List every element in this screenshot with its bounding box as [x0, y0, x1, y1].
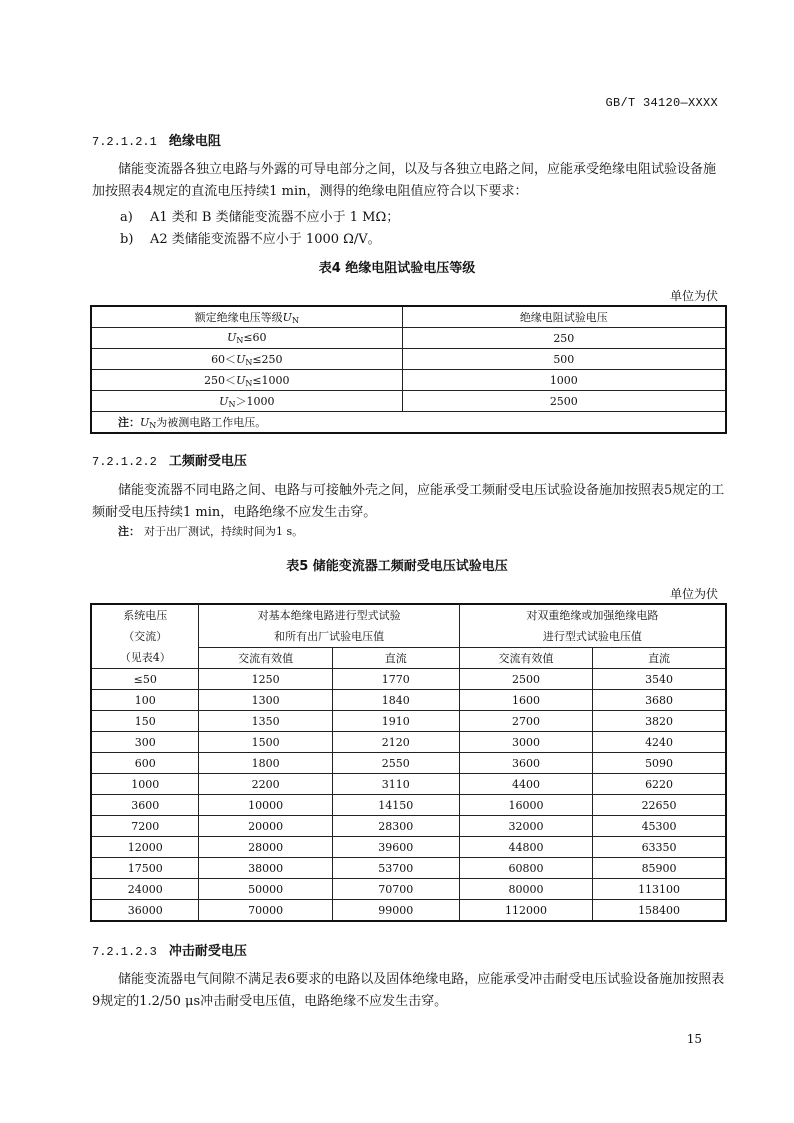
system-voltage-cell: 600	[91, 753, 199, 774]
section-heading-power-frequency-withstand	[92, 450, 247, 469]
header-cell-dc: 直流	[593, 648, 726, 669]
table5-body	[91, 669, 726, 922]
double-ac-cell: 44800	[459, 837, 592, 858]
double-dc-cell: 22650	[593, 795, 726, 816]
header-cell-ac-rms: 交流有效值	[199, 648, 332, 669]
basic-ac-cell: 50000	[199, 879, 332, 900]
table-row	[91, 391, 726, 412]
table-row	[91, 879, 726, 900]
table-row	[91, 858, 726, 879]
basic-ac-cell: 38000	[199, 858, 332, 879]
table-row	[91, 328, 726, 349]
basic-dc-cell: 1910	[332, 711, 459, 732]
double-dc-cell: 3540	[593, 669, 726, 690]
basic-ac-cell: 1250	[199, 669, 332, 690]
table4-title: 表4 绝缘电阻试验电压等级	[318, 261, 476, 276]
double-ac-cell: 16000	[459, 795, 592, 816]
table5-unit: 单位为伏	[669, 587, 718, 601]
double-ac-cell: 3600	[459, 753, 592, 774]
document-code: GB/T 34120—XXXX	[605, 96, 718, 110]
header-cell-dc: 直流	[332, 648, 459, 669]
table4-note: 注：$U_N$为被测电路工作电压。	[91, 412, 726, 434]
basic-ac-cell: 1500	[199, 732, 332, 753]
table4-insulation-test-voltage	[90, 305, 727, 434]
list-item-label: b)	[120, 232, 134, 247]
table4-unit: 单位为伏	[669, 289, 718, 303]
double-ac-cell: 2500	[459, 669, 592, 690]
basic-dc-cell: 99000	[332, 900, 459, 922]
test-voltage-cell: 250	[402, 328, 726, 349]
basic-dc-cell: 70700	[332, 879, 459, 900]
system-voltage-cell: 7200	[91, 816, 199, 837]
rated-voltage-cell: $U_N>1000$	[91, 391, 402, 412]
test-voltage-cell: 2500	[402, 391, 726, 412]
system-voltage-cell: 300	[91, 732, 199, 753]
table-row	[91, 837, 726, 858]
rated-voltage-cell: $U_N\le 60$	[91, 328, 402, 349]
double-dc-cell: 4240	[593, 732, 726, 753]
table-row	[91, 774, 726, 795]
double-ac-cell: 60800	[459, 858, 592, 879]
double-dc-cell: 6220	[593, 774, 726, 795]
double-ac-cell: 2700	[459, 711, 592, 732]
system-voltage-cell: 12000	[91, 837, 199, 858]
table-row	[91, 816, 726, 837]
double-ac-cell: 4400	[459, 774, 592, 795]
section-number: 7.2.1.2.3	[92, 945, 157, 959]
note-text: 对于出厂测试，持续时间为1 s。	[144, 525, 304, 538]
double-dc-cell: 5090	[593, 753, 726, 774]
basic-ac-cell: 28000	[199, 837, 332, 858]
section-number: 7.2.1.2.2	[92, 455, 157, 469]
system-voltage-cell: 24000	[91, 879, 199, 900]
double-dc-cell: 45300	[593, 816, 726, 837]
header-cell-double-insulation-group: 对双重绝缘或加强绝缘电路 进行型式试验电压值	[459, 604, 726, 648]
basic-ac-cell: 1350	[199, 711, 332, 732]
header-cell-basic-insulation-group: 对基本绝缘电路进行型式试验 和所有出厂试验电压值	[199, 604, 459, 648]
table5-title: 表5 储能变流器工频耐受电压试验电压	[286, 559, 508, 574]
basic-dc-cell: 3110	[332, 774, 459, 795]
section-title: 工频耐受电压	[168, 454, 247, 469]
double-ac-cell: 32000	[459, 816, 592, 837]
list-item-a	[120, 206, 399, 225]
section-title: 绝缘电阻	[168, 134, 221, 149]
header-cell-system-voltage: 系统电压 （交流） （见表4）	[91, 604, 199, 669]
table-row	[91, 690, 726, 711]
double-ac-cell: 80000	[459, 879, 592, 900]
section-number: 7.2.1.2.1	[92, 135, 157, 149]
table-row	[91, 753, 726, 774]
basic-dc-cell: 14150	[332, 795, 459, 816]
basic-ac-cell: 2200	[199, 774, 332, 795]
system-voltage-cell: 1000	[91, 774, 199, 795]
test-voltage-cell: 1000	[402, 370, 726, 391]
system-voltage-cell: 3600	[91, 795, 199, 816]
rated-voltage-cell: $250<U_N\le 1000$	[91, 370, 402, 391]
table-row	[91, 711, 726, 732]
basic-dc-cell: 2120	[332, 732, 459, 753]
power-frequency-paragraph: 储能变流器不同电路之间、电路与可接触外壳之间，应能承受工频耐受电压试验设备施加按照表5规定的工频耐受电压持续1 min，电路绝缘不应发生击穿。	[92, 483, 725, 520]
header-cell-ac-rms: 交流有效值	[459, 648, 592, 669]
double-dc-cell: 158400	[593, 900, 726, 922]
table-row	[91, 900, 726, 922]
system-voltage-cell: 150	[91, 711, 199, 732]
section-heading-impulse-withstand	[92, 940, 247, 959]
basic-dc-cell: 1770	[332, 669, 459, 690]
note-label: 注：	[118, 525, 140, 538]
system-voltage-cell: 100	[91, 690, 199, 711]
table-row	[91, 669, 726, 690]
double-dc-cell: 3820	[593, 711, 726, 732]
table-row	[91, 732, 726, 753]
header-cell-test-voltage: 绝缘电阻试验电压	[402, 306, 726, 328]
basic-ac-cell: 20000	[199, 816, 332, 837]
basic-dc-cell: 39600	[332, 837, 459, 858]
double-ac-cell: 3000	[459, 732, 592, 753]
double-dc-cell: 3680	[593, 690, 726, 711]
section-title: 冲击耐受电压	[168, 944, 247, 959]
insulation-resistance-paragraph: 储能变流器各独立电路与外露的可导电部分之间，以及与各独立电路之间，应能承受绝缘电阻试验设备施加按照表4规定的直流电压持续1 min，测得的绝缘电阻值应符合以下要求：	[92, 162, 717, 199]
section-heading-insulation-resistance	[92, 130, 221, 149]
double-ac-cell: 1600	[459, 690, 592, 711]
table-row	[91, 349, 726, 370]
section-note	[118, 523, 303, 539]
system-voltage-cell: 36000	[91, 900, 199, 922]
page-number: 15	[686, 1032, 702, 1046]
basic-dc-cell: 2550	[332, 753, 459, 774]
list-item-text: A1 类和 B 类储能变流器不应小于 1 MΩ；	[150, 210, 400, 225]
double-dc-cell: 85900	[593, 858, 726, 879]
header-cell-rated-voltage: 额定绝缘电压等级$U_N$	[91, 306, 402, 328]
test-voltage-cell: 500	[402, 349, 726, 370]
basic-ac-cell: 1800	[199, 753, 332, 774]
basic-dc-cell: 1840	[332, 690, 459, 711]
impulse-withstand-paragraph: 储能变流器电气间隙不满足表6要求的电路以及固体绝缘电路，应能承受冲击耐受电压试验设备施加按照表9规定的1.2/50 μs冲击耐受电压值，电路绝缘不应发生击穿。	[92, 972, 725, 1009]
list-item-label: a)	[120, 210, 133, 225]
list-item-b	[120, 228, 381, 247]
basic-dc-cell: 53700	[332, 858, 459, 879]
table-row	[91, 370, 726, 391]
basic-ac-cell: 70000	[199, 900, 332, 922]
system-voltage-cell: ≤50	[91, 669, 199, 690]
table-header-row	[91, 306, 726, 328]
list-item-text: A2 类储能变流器不应小于 1000 Ω/V。	[150, 232, 381, 247]
rated-voltage-cell: $60<U_N\le 250$	[91, 349, 402, 370]
double-dc-cell: 113100	[593, 879, 726, 900]
double-dc-cell: 63350	[593, 837, 726, 858]
table-row	[91, 795, 726, 816]
basic-ac-cell: 1300	[199, 690, 332, 711]
system-voltage-cell: 17500	[91, 858, 199, 879]
double-ac-cell: 112000	[459, 900, 592, 922]
basic-dc-cell: 28300	[332, 816, 459, 837]
basic-ac-cell: 10000	[199, 795, 332, 816]
table-note-row	[91, 412, 726, 434]
table5-power-frequency-test-voltage	[90, 603, 727, 922]
